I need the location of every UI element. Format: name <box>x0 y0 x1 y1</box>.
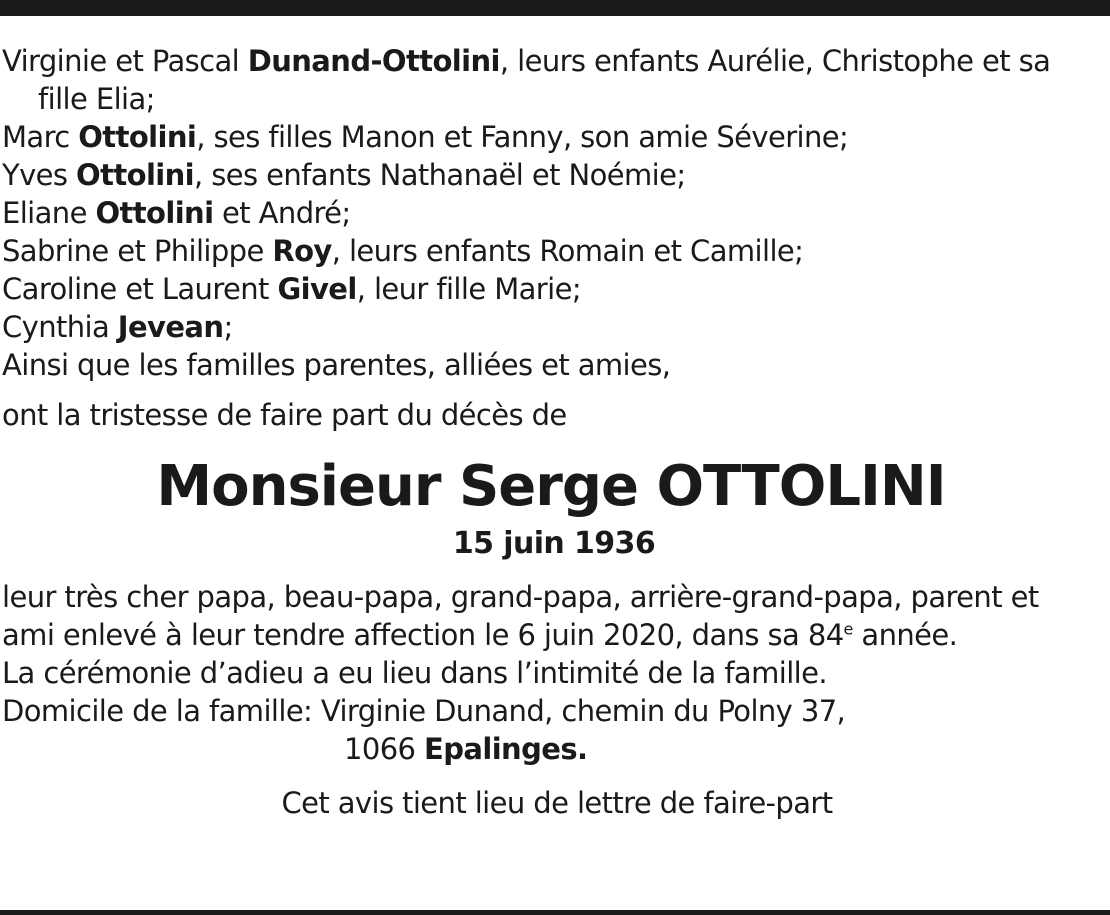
body-line: leur très cher papa, beau-papa, grand-papa, arrière-grand-papa, parent et <box>2 580 1039 614</box>
family-details: , leurs enfants Aurélie, Christophe et sa <box>499 44 1051 78</box>
family-line <box>2 156 1106 194</box>
family-surname: Ottolini <box>78 120 197 154</box>
family-line <box>2 346 1106 384</box>
deceased-name: Monsieur Serge OTTOLINI <box>156 454 946 519</box>
family-names: Virginie et Pascal <box>2 44 248 78</box>
family-line <box>2 42 1106 80</box>
family-surname: Ottolini <box>76 158 195 192</box>
town: Epalinges. <box>424 732 588 766</box>
family-names: Caroline et Laurent <box>2 272 278 306</box>
family-names: Yves <box>2 158 77 192</box>
announcement-text: ont la tristesse de faire part du décès de <box>2 398 567 432</box>
family-surname: Roy <box>272 234 332 268</box>
family-line <box>2 194 1106 232</box>
family-names: Marc <box>2 120 79 154</box>
family-surname: Dunand-Ottolini <box>247 44 500 78</box>
family-surname: Ottolini <box>95 196 214 230</box>
family-names: Cynthia <box>2 310 118 344</box>
family-surname: Givel <box>277 272 357 306</box>
obituary-notice <box>2 42 1106 822</box>
family-details: , leur fille Marie; <box>356 272 581 306</box>
footer-note: Cet avis tient lieu de lettre de faire-part <box>281 786 833 820</box>
top-rule <box>0 0 1110 16</box>
family-names: Sabrine et Philippe <box>2 234 273 268</box>
body-line <box>2 616 1106 654</box>
family-line <box>2 270 1106 308</box>
family-line <box>2 308 1106 346</box>
family-details: , leurs enfants Romain et Camille; <box>331 234 804 268</box>
body-line: La cérémonie d’adieu a eu lieu dans l’intimité de la famille. <box>2 656 827 690</box>
family-details: , ses filles Manon et Fanny, son amie Séverine; <box>196 120 849 154</box>
postcode: 1066 <box>344 732 425 766</box>
address-line <box>2 730 1106 768</box>
family-line <box>2 232 1106 270</box>
bottom-rule <box>0 910 1110 915</box>
family-line-continuation <box>2 80 1106 118</box>
family-surname: Jevean <box>117 310 224 344</box>
body-line: Domicile de la famille: Virginie Dunand, chemin du Polny 37, <box>2 694 846 728</box>
family-details: , ses enfants Nathanaël et Noémie; <box>194 158 686 192</box>
family-names: Eliane <box>2 196 96 230</box>
body-text: année. <box>852 618 958 652</box>
family-details: fille Elia; <box>38 82 155 116</box>
family-details: et André; <box>213 196 351 230</box>
birth-date: 15 juin 1936 <box>452 526 656 561</box>
family-details: ; <box>223 310 233 344</box>
body-text: ami enlevé à leur tendre affection le 6 juin 2020, dans sa 84 <box>2 618 844 652</box>
family-line <box>2 118 1106 156</box>
notice-body <box>2 578 1106 768</box>
ordinal-suffix: e <box>843 619 853 639</box>
family-names: Ainsi que les familles parentes, alliées et amies, <box>2 348 671 382</box>
